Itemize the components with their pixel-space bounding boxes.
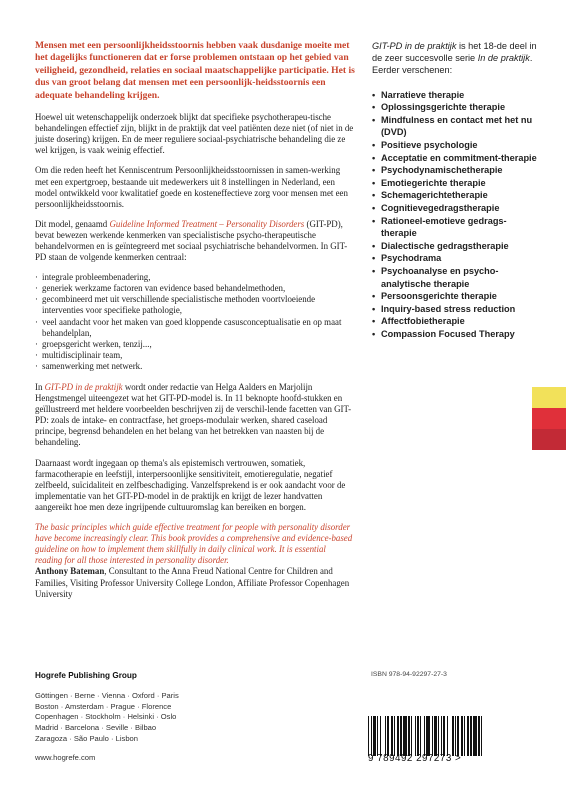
barcode-stripe: [481, 716, 482, 756]
publisher-cities: Zaragoza · São Paulo · Lisbon: [35, 733, 138, 743]
series-item: • Rationeel-emotieve gedrags-therapie: [372, 215, 537, 240]
list-item: · multidisciplinair team,: [35, 350, 355, 361]
series-item: • Affectfobietherapie: [372, 315, 537, 328]
paragraph-themes: Daarnaast wordt ingegaan op thema's als epistemisch vertrouwen, somatiek, farmacotherapie en leefstijl, interpersoonlijke sensitiviteit, emotieregulatie, negatief zelfbeeld, suïcidaliteit en zelfbeschadiging. Vanzelfsprekend is er ook aandacht voor de implementatie van het GIT-PD-model in de praktijk en krijgt de lezer handvatten aangereikt hoe men deze ingrijpende cultuuromslag kan bereiken en borgen.: [35, 457, 346, 512]
series-item: • Cognitievegedragstherapie: [372, 202, 537, 215]
paragraph-model: Dit model, genaamd Guideline Informed Treatment – Personality Disorders (GIT-PD), bevat bewezen werkende kenmerken van specialistische psycho-therapeutische behandelvormen en is geïntegreerd met sociaal psychiatrische behandelvormen. In GIT-PD staan de volgende kenmerken centraal:: [35, 218, 348, 263]
series-item: • Dialectische gedragstherapie: [372, 240, 537, 253]
series-list: [372, 89, 537, 341]
list-item: · samenwerking met netwerk.: [35, 361, 355, 372]
publisher-url: www.hogrefe.com: [35, 752, 96, 762]
publisher-cities: Göttingen · Berne · Vienna · Oxford · Paris: [35, 690, 179, 700]
series-item: • Mindfulness en contact met het nu (DVD): [372, 114, 537, 139]
publisher-name: Hogrefe Publishing Group: [35, 671, 137, 680]
list-item: · generiek werkzame factoren van evidence based behandelmethoden,: [35, 283, 355, 294]
lead-paragraph: Mensen met een persoonlijkheidsstoornis hebben vaak dusdanige moeite met het dagelijks functioneren dat er forse problemen ontstaan op het gebied van veiligheid, gezondheid, relaties en sociaal maatschappelijke participatie. Het is dus van groot belang dat mensen met een persoonlijk-heidsstoornis een adequate behandeling krijgen.: [35, 40, 355, 101]
series-item: • Psychoanalyse en psycho-analytische therapie: [372, 265, 537, 290]
list-item: · gecombineerd met uit verschillende specialistische methoden voortvloeiende interventies voor specifieke pathologie,: [35, 294, 355, 316]
list-item: · groepsgericht werken, tenzij...,: [35, 339, 355, 350]
publisher-block: [35, 671, 179, 764]
publisher-cities: Boston · Amsterdam · Prague · Florence: [35, 701, 172, 711]
publisher-cities: Copenhagen · Stockholm · Helsinki · Oslo: [35, 712, 177, 722]
series-item: • Psychodynamischetherapie: [372, 164, 537, 177]
series-item: • Compassion Focused Therapy: [372, 328, 537, 341]
paragraph-book: In GIT-PD in de praktijk wordt onder redactie van Helga Aalders en Marjolijn Hengstmengel uiteengezet wat het GIT-PD-model is. In 11 beknopte hoofd-stukken en geïllustreerd met heldere voorbeelden beschrijven zij de verschil-lende facetten van GIT-PD: zoals de intake- en contractfase, het groeps-modulair werken, shared caseload principe, begrensd behandelen en het belang van het betrekken van naasten bij de behandeling.: [35, 382, 352, 448]
guideline-title: Guideline Informed Treatment – Personality Disorders: [109, 218, 305, 229]
series-item: • Emotiegerichte therapie: [372, 177, 537, 190]
endorsement-quote: The basic principles which guide effective treatment for people with personality disorder have become increasingly clear. This book provides a comprehensive and evidence-based guideline on how to implement them skillfully in daily clinical work. It is essential reading for all those interested in personality disorder.: [35, 522, 353, 566]
endorsement-attribution: Anthony Bateman, Consultant to the Anna Freud National Centre for Children and Families, Visiting Professor University College London, Affiliate Professor Copenhagen University: [35, 566, 350, 599]
back-cover-text: [35, 40, 355, 600]
series-item: • Psychodrama: [372, 252, 537, 265]
series-item: • Acceptatie en commitment-therapie: [372, 152, 537, 165]
book-title: GIT-PD: [44, 382, 74, 392]
series-item: • Narratieve therapie: [372, 89, 537, 102]
color-bar-dark-red: [532, 429, 566, 450]
feature-list: [35, 272, 355, 372]
endorser-name: Anthony Bateman: [35, 566, 105, 577]
list-item: · veel aandacht voor het maken van goed kloppende casusconceptualisatie en op maat behandelplan,: [35, 317, 355, 339]
paragraph-research: Hoewel uit wetenschappelijk onderzoek blijkt dat specifieke psychotherapeu-tische behandelingen effectief zijn, blijkt in de praktijk dat veel patiënten deze niet (of niet in de juiste dosering) krijgen. En de meer reguliere sociaal-psychiatrische behandeling die ze wel krijgen, is vaak weinig effectief.: [35, 112, 354, 156]
color-bar-yellow: [532, 387, 566, 408]
series-item: • Oplossingsgerichte therapie: [372, 101, 537, 114]
barcode-number: 9 789492 297273 >: [368, 753, 462, 764]
series-intro: GIT-PD in de praktijk is het 18-de deel in de zeer succesvolle serie In de praktijk. Eerder verschenen:: [372, 41, 537, 76]
list-item: · integrale probleembenadering,: [35, 272, 355, 283]
color-bar-red: [532, 408, 566, 429]
series-item: • Inquiry-based stress reduction: [372, 303, 537, 316]
isbn: ISBN 978-94-92297-27-3: [371, 671, 447, 678]
publisher-cities: Madrid · Barcelona · Seville · Bilbao: [35, 723, 157, 733]
series-item: • Schemagerichtetherapie: [372, 189, 537, 202]
series-panel: [372, 40, 537, 340]
series-item: • Persoonsgerichte therapie: [372, 290, 537, 303]
paragraph-kenniscentrum: Om die reden heeft het Kenniscentrum Persoonlijkheidsstoornissen in samen-werking met een expertgroep, bestaande uit medewerkers uit 8 instellingen in Nederland, een model ontwikkeld voor kwalitatief goede en kosteneffectieve zorg voor mensen met een persoonlijkheidsstoornis.: [35, 165, 348, 209]
barcode: [368, 712, 501, 756]
color-bars: [532, 387, 566, 450]
series-item: • Positieve psychologie: [372, 139, 537, 152]
